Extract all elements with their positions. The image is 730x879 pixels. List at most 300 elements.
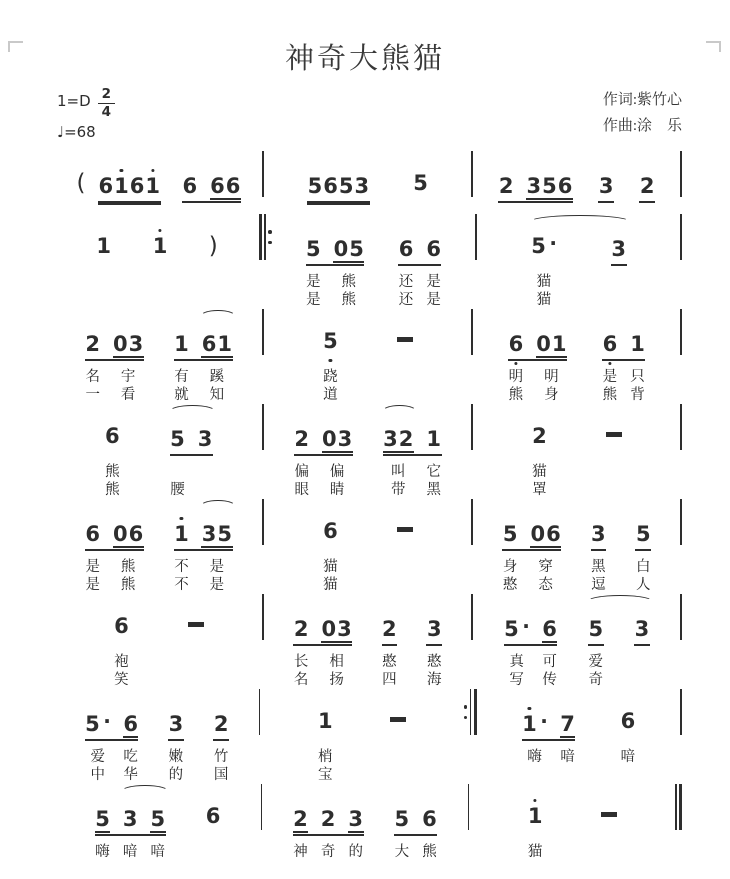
lyric-char: 眼 [294,482,309,498]
lyric-row [473,369,680,386]
beam-group [294,429,353,456]
measure [473,311,680,404]
tie-arc [382,405,417,418]
notes-row [260,691,464,741]
lyric-char: 是 [85,559,100,575]
notes-row [55,216,259,266]
note [635,524,651,548]
note-digit: 6 [205,804,221,828]
note-digit: 5 [170,427,185,451]
beam-group [591,524,607,551]
beam-group [85,524,144,551]
notes-row [55,691,259,741]
lyric-char: 熊 [422,844,437,860]
lyric-char: 道 [323,387,338,403]
beam-group [531,231,557,266]
note-digit: 5 [394,807,410,831]
beam-group [382,619,398,646]
note-digit: 2 [639,174,655,198]
lyric-char: 白 [636,559,651,575]
lyric-char: 熊 [508,387,524,403]
note-digit: 6 [557,174,573,198]
notes-row [264,596,471,646]
note [182,176,198,200]
note [96,236,112,260]
lyric-row [477,292,681,309]
beam-group [601,812,617,836]
note [95,809,111,833]
note-digit: 2 [293,807,308,831]
note-digit: 2 [320,807,336,831]
beam-group [639,176,655,203]
beam-group [522,709,576,741]
measure [473,153,680,203]
beam-group [323,331,339,361]
augmentation-dot: · [522,614,530,638]
lyric-row [55,559,262,576]
note [317,711,333,735]
note-digit: 0 [333,237,349,261]
beam-group [293,619,352,646]
measure [260,691,464,784]
note-digit: 0 [536,332,551,356]
lyric-char: 相 [329,654,344,670]
augmentation-dot: · [549,231,557,255]
note-digit: 3 [591,522,606,546]
lyric-char: 偏 [329,464,345,480]
barline [680,151,682,197]
lyric-char: 华 [123,767,138,783]
beam-group [317,711,333,741]
lyric-char: 袍 [114,654,129,670]
note [213,714,229,738]
note-digit: 6 [546,522,561,546]
note-digit: 5 [504,617,519,641]
note-digit: 6 [128,522,144,546]
lyric-char: 只 [630,369,645,385]
note [293,809,309,833]
lyric-char: 明 [508,369,524,385]
lyric-char: 态 [538,577,553,593]
note [426,619,442,643]
note [531,231,557,260]
lyric-char: 是 [85,577,100,593]
measure [469,786,675,879]
note [98,176,161,200]
lyric-char: 熊 [341,274,357,290]
lyric-char: 看 [120,387,136,403]
beam-group [105,426,121,456]
lyric-row [264,387,471,404]
lyric-char: 是 [209,577,225,593]
lyric-char: 就 [174,387,189,403]
note-digit: 3 [354,174,370,198]
note-digit: 1 [317,709,333,733]
note-digit: 5 [217,522,232,546]
lyric-char: 海 [427,672,442,688]
note [498,176,514,200]
credits [603,87,682,140]
notes-row [55,596,262,646]
note-digit: 5 [635,522,651,546]
note [560,714,576,738]
augmentation-dot: · [103,709,111,733]
note-digit: 1 [114,174,129,198]
note [542,619,558,643]
note-digit: 2 [85,332,100,356]
note [522,709,548,738]
note-digit: 6 [602,332,618,356]
lyric-row [473,577,680,594]
measure [55,153,262,203]
note-digit: 1 [551,332,567,356]
note [532,426,548,450]
beam-group [182,176,241,203]
note-digit: 5 [349,237,364,261]
note [383,429,414,453]
lyric-char: 猫 [532,464,547,480]
note-digit: 6 [422,807,437,831]
score-line [55,691,682,784]
lyric-char: 偏 [294,464,309,480]
score-body [55,153,682,879]
measure [477,216,681,309]
beam-group [95,809,166,836]
beam-group [620,711,636,741]
measure [55,501,262,594]
note [382,619,398,643]
lyric-char: 带 [391,482,406,498]
note-digit: 1 [527,804,543,828]
beam-group [213,714,229,741]
lyric-char: 身 [502,559,518,575]
note [630,334,646,358]
lyric-row [473,387,680,404]
lyric-char: 憨 [502,577,518,593]
note [321,619,352,643]
lyric-row [55,672,262,689]
lyric-char: 宝 [318,767,333,783]
note [536,334,567,358]
corner-mark [8,41,23,52]
held-note-dash [606,432,622,437]
note [620,711,636,735]
note-digit: 1 [426,427,441,451]
beam-group [602,334,645,361]
beam-group [426,619,442,646]
note-digit: 6 [85,522,100,546]
lyric-row [473,559,680,576]
note [639,176,655,200]
note-digit: 3 [598,174,614,198]
lyric-char: 奇 [588,672,604,688]
lyric-char: 四 [382,672,397,688]
lyric-char: 背 [630,387,645,403]
lyric-char: 有 [174,369,189,385]
lyric-row [272,274,476,291]
measure [262,786,468,879]
beam-group [504,614,558,646]
note [508,334,524,358]
note-digit: 0 [113,332,128,356]
lyric-char: 熊 [602,387,618,403]
beam-group [306,239,365,266]
note-digit: 5 [85,712,100,736]
note-digit: 5 [413,171,428,195]
barline [680,404,682,450]
lyric-char: 是 [426,292,441,308]
note [105,426,121,450]
lyric-row [473,464,680,481]
note-digit: 1 [217,332,232,356]
lyric-char: 是 [602,369,618,385]
note [174,334,190,358]
lyric-char: 奇 [320,844,336,860]
lyric-row [55,464,262,481]
note-digit: 6 [129,174,145,198]
score-line [55,786,682,879]
time-signature-numerator: 2 [98,88,115,104]
lyric-char: 不 [174,559,189,575]
beam-group [85,709,139,741]
barline [680,689,682,735]
note-digit: 7 [560,712,575,736]
note-digit: 6 [323,174,338,198]
lyric-char: 猫 [527,844,543,860]
lyric-char: 叫 [391,464,406,480]
tie-arc [200,500,235,513]
note-digit: 6 [426,237,441,261]
note [394,809,410,833]
lyric-row [260,767,464,784]
note-digit: 2 [498,174,514,198]
beam-group [532,426,548,456]
note-digit: 1 [96,234,111,258]
measure [264,596,471,689]
time-signature-denominator: 4 [101,103,112,120]
lyric-char: 猫 [323,577,338,593]
song-title: 神奇大熊猫 [284,43,445,75]
note-digit: 3 [348,807,364,831]
note [426,239,442,263]
note-digit: 1 [152,234,168,258]
note-digit: 6 [323,519,338,543]
measure [55,691,259,784]
lyric-char: 吃 [123,749,138,765]
note-digit: 6 [201,332,217,356]
beam-group [397,527,413,551]
lyric-char: 真 [509,654,524,670]
lyric-char: 国 [213,767,229,783]
note-digit: 6 [542,617,557,641]
lyric-char: 熊 [105,464,120,480]
note-digit: 1 [174,522,189,546]
note [611,239,627,263]
notes-row [264,406,471,456]
note [306,239,322,263]
lyric-char: 它 [426,464,441,480]
note [293,619,309,643]
measure [55,311,262,404]
lyric-char: 嗨 [527,749,542,765]
lyric-char: 的 [168,767,184,783]
beam-group [85,334,144,361]
lyric-char: 一 [85,387,100,403]
held-note-dash [390,717,406,722]
lyric-char: 熊 [120,577,136,593]
lyric-char: 喑 [150,844,165,860]
lyric-char: 熊 [105,482,120,498]
note-digit: 3 [634,617,650,641]
note-digit: 0 [322,427,337,451]
beam-group [98,176,161,203]
note [201,524,232,548]
lyric-row [264,464,471,481]
notes-row [272,216,476,266]
barline [680,594,682,640]
score-line [55,216,682,309]
notes-row [473,153,680,203]
lyric-char: 罩 [532,482,547,498]
note-digit: 5 [338,174,354,198]
note-digit: 3 [426,617,442,641]
beam-group [635,524,651,551]
lyric-row [55,749,259,766]
barline [680,309,682,355]
lyric-row [477,767,681,784]
beam-group [397,337,413,361]
note [422,809,438,833]
lyric-char: 憨 [382,654,397,670]
repeat-end-barline [464,689,477,735]
note-digit: 6 [620,709,636,733]
lyric-char: 名 [293,672,309,688]
lyric-char: 喑 [122,844,138,860]
lyric-char: 长 [293,654,309,670]
note [348,809,364,833]
note-digit: 0 [530,522,546,546]
note-digit: 5 [307,174,323,198]
lyric-row [264,369,471,386]
note [307,176,370,200]
note [591,524,607,548]
lyric-char: 是 [306,292,321,308]
repeat-dots [464,691,468,733]
measure [473,596,680,689]
lyric-row [264,654,471,671]
lyric-char: 竹 [213,749,229,765]
held-note-dash [188,622,204,627]
lyric-row [55,862,261,879]
note [152,236,168,260]
lyric-char: 憨 [427,654,442,670]
score-line [55,311,682,404]
lyric-char: 大 [394,844,410,860]
lyric-row [272,292,476,309]
note-digit: 5 [323,329,338,353]
note [113,524,144,548]
note-digit: 2 [398,427,414,451]
beam-group [174,524,233,551]
beam-group [413,173,429,203]
lyric-row [262,862,468,879]
lyric-row [55,274,259,291]
lyric-row [469,844,675,861]
lyric-row [264,559,471,576]
note-digit: 5 [95,807,110,831]
note [502,524,518,548]
notes-row [264,311,471,361]
lyric-char: 腰 [170,482,185,498]
beam-group [390,717,406,741]
note-digit: 6 [398,237,414,261]
lyric-row [264,577,471,594]
note [526,176,573,200]
note [527,806,543,830]
note [150,809,166,833]
lyric-char: 猫 [536,292,552,308]
note-digit: 3 [337,427,353,451]
beam-group [323,521,339,551]
lyric-char: 身 [544,387,559,403]
note-digit: 2 [532,424,547,448]
beam-group [498,176,573,203]
score-line [55,153,682,203]
lyric-row [473,482,680,499]
lyric-row [260,749,464,766]
lyric-row [55,767,259,784]
lyric-row [469,862,675,879]
lyric-row [477,749,681,766]
note [123,714,139,738]
note-digit: 5 [150,807,166,831]
lyric-char: 中 [90,767,105,783]
measure [264,311,471,404]
lyric-char: 是 [426,274,441,290]
beam-group [205,806,221,836]
lyric-char: 嫩 [168,749,184,765]
note-digit: 6 [225,174,241,198]
measure [55,596,262,689]
measure [473,501,680,594]
measure [55,216,259,309]
notes-row [473,501,680,551]
lyric-char: 喑 [560,749,575,765]
beam-group [293,809,364,836]
lyric-char: 扬 [329,672,344,688]
held-note-dash [397,527,413,532]
score-line [55,406,682,499]
lyric-char: 逗 [591,577,606,593]
note [205,806,221,830]
note-digit: 3 [168,712,184,736]
parenthesis: ) [208,233,218,259]
lyric-char: 不 [174,577,189,593]
note [426,429,442,453]
lyric-row [264,672,471,689]
lyric-row [55,844,261,861]
lyric-char: 宇 [120,369,136,385]
lyric-char: 传 [542,672,557,688]
note [398,239,414,263]
notes-row [473,311,680,361]
beam-group [606,432,622,456]
note [201,334,232,358]
notes-row [264,501,471,551]
beam-group [96,236,112,266]
lyric-char: 还 [398,274,414,290]
held-note-dash [397,337,413,342]
